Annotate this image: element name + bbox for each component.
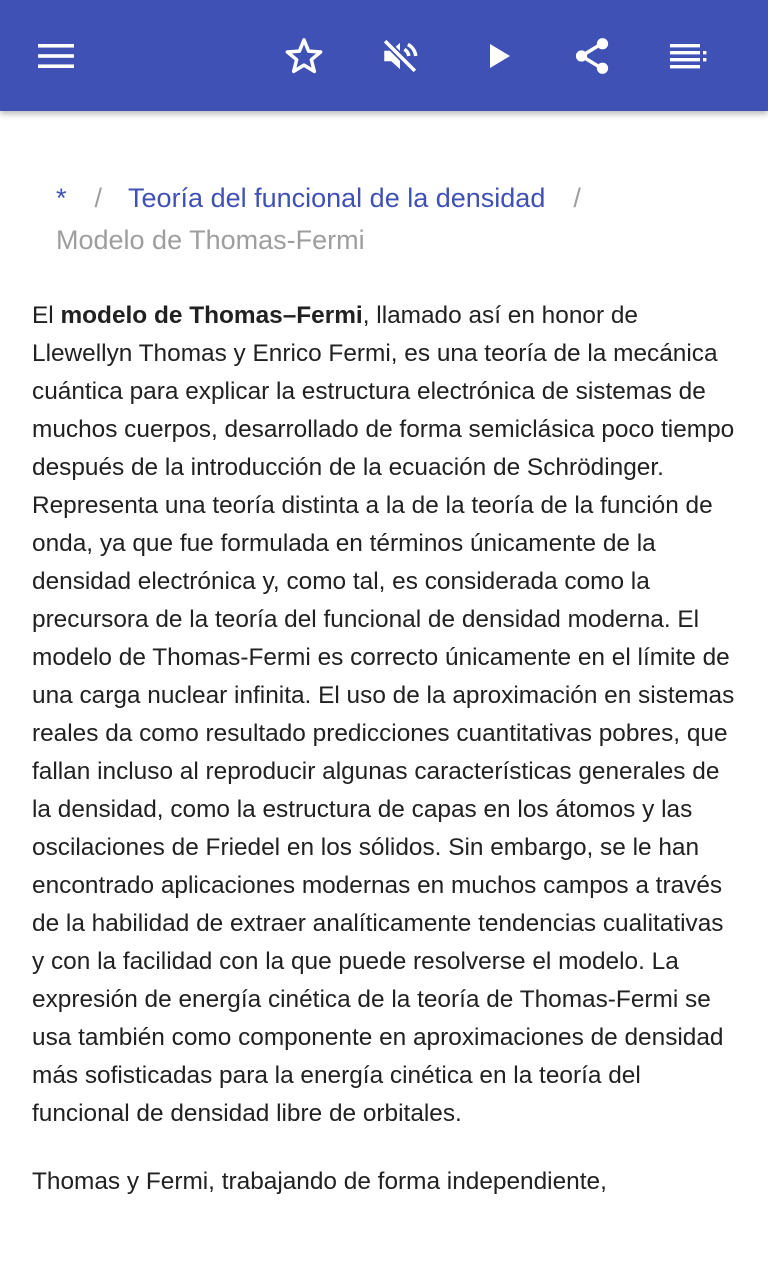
article-body xyxy=(32,297,740,1231)
breadcrumb-root-link[interactable]: * xyxy=(56,183,67,213)
favorite-button[interactable] xyxy=(264,0,344,111)
breadcrumb xyxy=(56,177,736,261)
list-icon xyxy=(668,42,708,70)
breadcrumb-current-page: Modelo de Thomas-Fermi xyxy=(56,225,365,255)
app-toolbar xyxy=(0,0,768,111)
play-button[interactable] xyxy=(458,0,538,111)
contents-button[interactable] xyxy=(648,0,728,111)
menu-icon xyxy=(36,42,76,70)
star-outline-icon xyxy=(283,35,325,77)
article-content[interactable] xyxy=(0,111,768,1280)
article-paragraph: Thomas y Fermi, trabajando de forma independiente, xyxy=(32,1168,607,1195)
menu-button[interactable] xyxy=(16,0,96,111)
paragraph-intro: El xyxy=(32,302,61,329)
share-button[interactable] xyxy=(552,0,632,111)
breadcrumb-parent-link[interactable]: Teoría del funcional de la densidad xyxy=(128,183,546,213)
breadcrumb-separator: / xyxy=(573,183,581,213)
volume-off-icon xyxy=(379,35,421,77)
article-paragraph xyxy=(32,297,740,1133)
share-icon xyxy=(571,35,613,77)
breadcrumb-separator: / xyxy=(94,183,103,213)
mute-button[interactable] xyxy=(360,0,440,111)
paragraph-text: , llamado así en honor de Llewellyn Thomas y Enrico Fermi, es una teoría de la mecánica cuántica para explicar la estructura electrónica de sistemas de muchos cuerpos, desarrollado de forma semiclásica poco tiempo después de la introducción de la ecuación de Schrödinger. Representa una teoría distinta a la de la teoría de la función de onda, ya que fue formulada en términos únicamente de la densidad electrónica y, como tal, es considerada como la precursora de la teoría del funcional de densidad moderna. El modelo de Thomas-Fermi es correcto únicamente en el límite de una carga nuclear infinita. El uso de la aproximación en sistemas reales da como resultado predicciones cuantitativas pobres, que fallan incluso al reproducir algunas características generales de la densidad, como la estructura de capas en los átomos y las oscilaciones de Friedel en los sólidos. Sin embargo, se le han encontrado aplicaciones modernas en muchos campos a través de la habilidad de extraer analíticamente tendencias cualitativas y con la facilidad con la que puede resolverse el modelo. La expresión de energía cinética de la teoría de Thomas-Fermi se usa también como componente en aproximaciones de densidad más sofisticadas para la energía cinética en la teoría del funcional de densidad libre de orbitales. xyxy=(32,302,735,1127)
article-term-bold: modelo de Thomas–Fermi xyxy=(60,302,363,329)
play-icon xyxy=(482,40,514,72)
